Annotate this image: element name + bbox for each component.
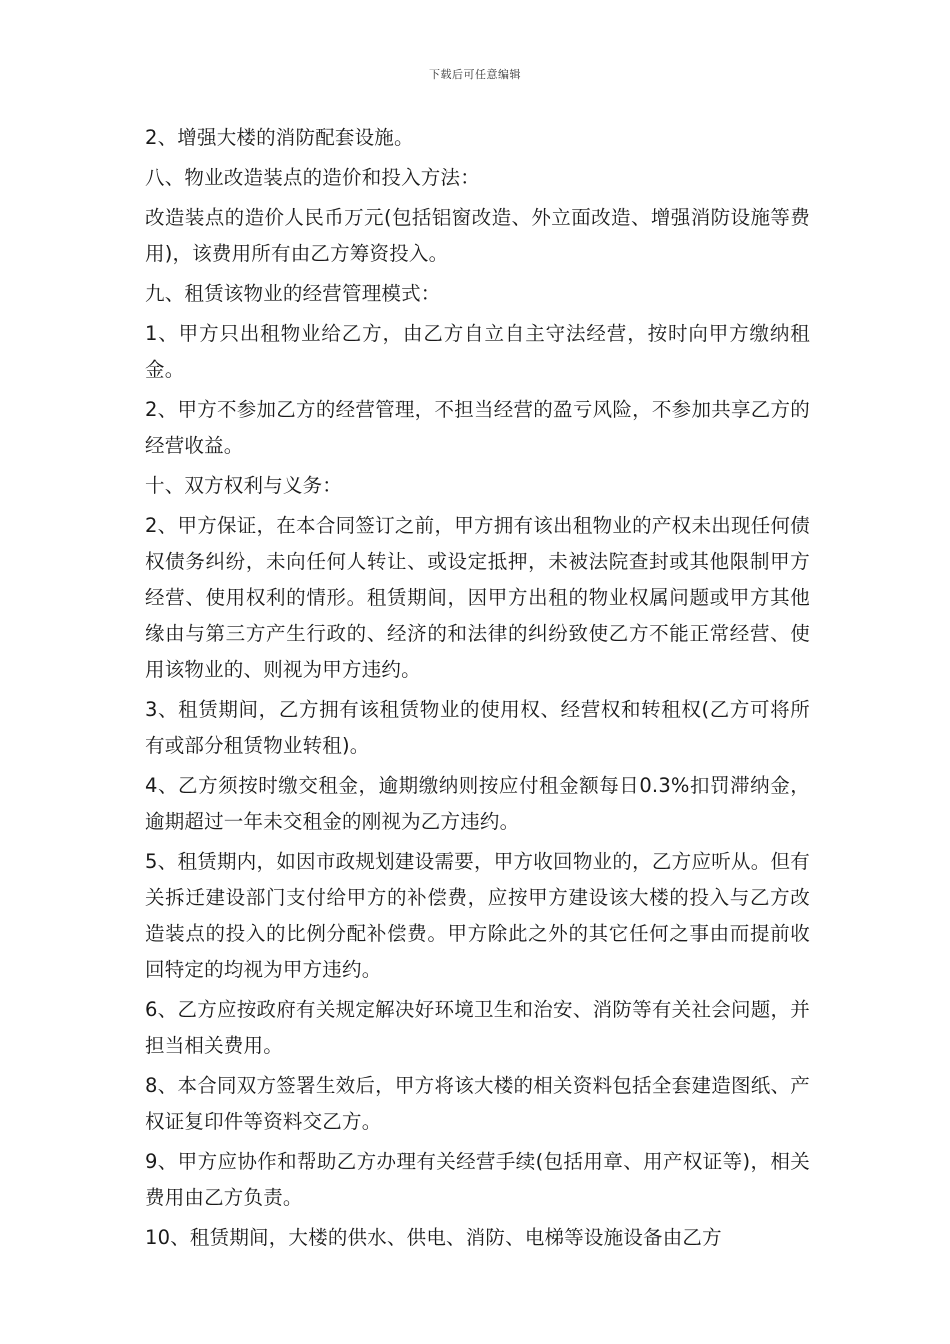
document-body: [145, 120, 810, 1260]
section-heading: 九、租赁该物业的经营管理模式：: [145, 282, 441, 305]
paragraph: 5、租赁期内，如因市政规划建设需要，甲方收回物业的，乙方应听从。但有关拆迁建设部门支付给甲方的补偿费，应按甲方建设该大楼的投入与乙方改造装点的投入的比例分配补偿费。甲方除此之外的其它任何之事由而提前收回特定的均视为甲方违约。: [145, 850, 810, 981]
paragraph: 1、甲方只出租物业给乙方，由乙方自立自主守法经营，按时向甲方缴纳租金。: [145, 322, 810, 381]
paragraph: 2、甲方不参加乙方的经营管理，不担当经营的盈亏风险，不参加共享乙方的经营收益。: [145, 398, 810, 457]
paragraph: 3、租赁期间，乙方拥有该租赁物业的使用权、经营权和转租权(乙方可将所有或部分租赁物业转租)。: [145, 698, 810, 757]
header-note: 下载后可任意编辑: [429, 68, 521, 81]
section-heading: 十、双方权利与义务：: [145, 474, 343, 497]
paragraph: 2、增强大楼的消防配套设施。: [145, 126, 414, 149]
paragraph: 6、乙方应按政府有关规定解决好环境卫生和治安、消防等有关社会问题，并担当相关费用。: [145, 998, 810, 1057]
paragraph: 改造装点的造价人民币万元(包括铝窗改造、外立面改造、增强消防设施等费用)，该费用所有由乙方筹资投入。: [145, 206, 810, 265]
paragraph: 9、甲方应协作和帮助乙方办理有关经营手续(包括用章、用产权证等)，相关费用由乙方负责。: [145, 1150, 810, 1209]
paragraph: 4、乙方须按时缴交租金，逾期缴纳则按应付租金额每日0.3%扣罚滞纳金，逾期超过一年未交租金的刚视为乙方违约。: [145, 774, 810, 833]
paragraph: 8、本合同双方签署生效后，甲方将该大楼的相关资料包括全套建造图纸、产权证复印件等资料交乙方。: [145, 1074, 810, 1133]
paragraph: 10、租赁期间，大楼的供水、供电、消防、电梯等设施设备由乙方: [145, 1226, 722, 1249]
section-heading: 八、物业改造装点的造价和投入方法：: [145, 166, 480, 189]
paragraph: 2、甲方保证，在本合同签订之前，甲方拥有该出租物业的产权未出现任何债权债务纠纷，未向任何人转让、或设定抵押，未被法院查封或其他限制甲方经营、使用权利的情形。租赁期间，因甲方出租的物业权属问题或甲方其他缘由与第三方产生行政的、经济的和法律的纠纷致使乙方不能正常经营、使用该物业的、则视为甲方违约。: [145, 514, 810, 681]
